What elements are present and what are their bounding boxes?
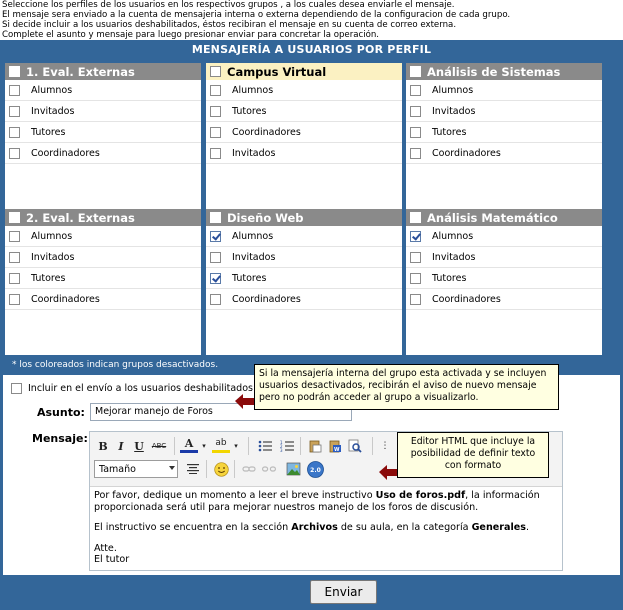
include-disabled-label: Incluir en el envío a los usuarios deshabilitados <box>28 383 253 394</box>
group-box <box>406 63 602 209</box>
profile-label: Alumnos <box>432 84 474 96</box>
profile-label: Tutores <box>432 126 467 138</box>
profile-checkbox[interactable] <box>210 231 221 242</box>
insert-image-icon[interactable] <box>284 460 302 478</box>
toolbar-separator <box>300 437 301 455</box>
paste-word-icon[interactable] <box>326 437 344 455</box>
profile-row[interactable] <box>5 122 201 143</box>
group-header[interactable] <box>206 209 402 226</box>
profile-label: Tutores <box>232 272 267 284</box>
profile-label: Tutores <box>432 272 467 284</box>
group-header[interactable] <box>406 63 602 80</box>
profile-row[interactable] <box>206 247 402 268</box>
group-box <box>5 63 201 209</box>
profile-checkbox[interactable] <box>210 273 221 284</box>
profile-label: Coordinadores <box>232 293 301 305</box>
asunto-label: Asunto: <box>37 406 85 419</box>
profile-label: Coordinadores <box>232 126 301 138</box>
strikethrough-button[interactable]: ABC <box>151 442 167 450</box>
toolbar-separator <box>372 437 373 455</box>
message-text: Por favor, dedique un momento a leer el breve instructivo <box>94 490 376 501</box>
group-select-all-checkbox[interactable] <box>9 212 20 223</box>
profile-label: Alumnos <box>31 84 73 96</box>
profile-checkbox[interactable] <box>210 106 221 117</box>
profile-label: Alumnos <box>232 84 274 96</box>
group-box <box>206 209 402 355</box>
message-paragraph-1 <box>94 490 556 513</box>
chevron-down-icon <box>169 466 175 470</box>
italic-button[interactable]: I <box>118 439 124 453</box>
align-icon[interactable] <box>184 460 202 478</box>
group-header[interactable] <box>406 209 602 226</box>
message-text: El instructivo se encuentra en la sección <box>94 522 292 533</box>
mensaje-label: Mensaje: <box>32 432 88 445</box>
signature-line-2: El tutor <box>94 554 130 565</box>
message-text: de su aula, en la categoría <box>337 522 472 533</box>
toolbar-separator <box>234 460 235 478</box>
profile-checkbox[interactable] <box>9 294 20 305</box>
profile-row[interactable] <box>406 80 602 101</box>
profile-row[interactable] <box>5 289 201 310</box>
deactivated-note: * los coloreados indican grupos desactivados. <box>12 360 219 370</box>
underline-button[interactable]: U <box>134 439 144 453</box>
link-icon[interactable] <box>240 460 258 478</box>
profile-label: Invitados <box>232 251 276 263</box>
profile-checkbox[interactable] <box>9 252 20 263</box>
profile-label: Coordinadores <box>31 147 100 159</box>
group-name: Diseño Web <box>227 210 304 225</box>
svg-text:1: 1 <box>280 440 283 445</box>
tooltip-html-editor: Editor HTML que incluye la posibilidad de definir texto con formato <box>397 432 549 478</box>
profile-checkbox[interactable] <box>9 273 20 284</box>
profile-label: Alumnos <box>432 230 474 242</box>
text-color-dropdown-icon[interactable]: ▾ <box>202 442 206 450</box>
panel-title: MENSAJERÍA A USUARIOS POR PERFIL <box>191 43 432 56</box>
profile-checkbox[interactable] <box>410 127 421 138</box>
intro-text <box>2 0 622 40</box>
send-button[interactable]: Enviar <box>310 580 377 604</box>
font-size-select-value: Tamaño <box>99 463 136 475</box>
paste-icon[interactable] <box>306 437 324 455</box>
tooltip-arrow-2 <box>386 469 397 476</box>
profile-checkbox[interactable] <box>9 148 20 159</box>
profile-row[interactable] <box>206 289 402 310</box>
group-box <box>206 63 402 209</box>
message-body[interactable] <box>94 490 556 566</box>
profile-checkbox[interactable] <box>210 148 221 159</box>
profile-row[interactable] <box>206 143 402 164</box>
numbered-list-icon[interactable] <box>278 437 296 455</box>
profile-row[interactable] <box>206 122 402 143</box>
text-color-button[interactable]: A <box>180 436 198 453</box>
profile-label: Coordinadores <box>31 293 100 305</box>
profile-row[interactable] <box>5 268 201 289</box>
svg-text:W: W <box>334 447 340 453</box>
group-select-all-checkbox[interactable] <box>9 66 20 77</box>
smiley-icon[interactable] <box>212 460 230 478</box>
find-replace-icon[interactable] <box>346 437 364 455</box>
profile-checkbox[interactable] <box>410 85 421 96</box>
group-select-all-checkbox[interactable] <box>210 66 221 77</box>
message-paragraph-2 <box>94 522 556 534</box>
group-name: 1. Eval. Externas <box>26 64 135 79</box>
profile-label: Alumnos <box>232 230 274 242</box>
message-bold-text: Uso de foros.pdf <box>375 490 466 501</box>
profile-row[interactable] <box>206 268 402 289</box>
profile-checkbox[interactable] <box>410 106 421 117</box>
message-text: . <box>526 522 530 533</box>
profile-label: Tutores <box>31 126 66 138</box>
group-select-all-checkbox[interactable] <box>210 212 221 223</box>
group-box <box>5 209 201 355</box>
profile-row[interactable] <box>206 80 402 101</box>
profile-label: Tutores <box>31 272 66 284</box>
profile-label: Alumnos <box>31 230 73 242</box>
profile-row[interactable] <box>406 226 602 247</box>
profile-row[interactable] <box>5 80 201 101</box>
profile-checkbox[interactable] <box>210 252 221 263</box>
group-header[interactable] <box>5 209 201 226</box>
profile-label: Invitados <box>31 105 75 117</box>
highlight-button[interactable]: ab <box>212 436 230 453</box>
group-box <box>406 209 602 355</box>
tooltip-disabled-users: Si la mensajería interna del grupo esta activada y se incluyen usuarios desactivados, recibirán el aviso de nuevo mensaje pero no podrán acceder al grupo a visualizarlo. <box>254 364 559 410</box>
profile-label: Invitados <box>432 105 476 117</box>
profile-row[interactable] <box>406 143 602 164</box>
intro-line-3: Si decide incluir a los usuarios deshabilitados, éstos recibiran el mensaje en su cuenta de correo externa. <box>2 20 457 30</box>
group-name: Análisis Matemático <box>427 210 558 225</box>
profile-row[interactable] <box>406 122 602 143</box>
group-select-all-checkbox[interactable] <box>410 212 421 223</box>
include-disabled-row[interactable] <box>11 383 253 394</box>
profile-row[interactable] <box>5 101 201 122</box>
intro-line-1: Seleccione los perfiles de los usuarios en los respectivos grupos , a los cuales desea enviarle el mensaje. <box>2 0 455 10</box>
profile-checkbox[interactable] <box>9 231 20 242</box>
toolbar-separator <box>174 437 175 455</box>
group-select-all-checkbox[interactable] <box>410 66 421 77</box>
more-options-icon[interactable]: ⋮ <box>380 441 390 451</box>
profile-label: Tutores <box>232 105 267 117</box>
message-bold-text: Generales <box>471 522 526 533</box>
asunto-input[interactable]: Mejorar manejo de Foros <box>90 403 352 421</box>
profile-row[interactable] <box>406 101 602 122</box>
web20-badge-text: 2.0 <box>309 466 321 474</box>
profile-row[interactable] <box>5 226 201 247</box>
group-name: Análisis de Sistemas <box>427 64 561 79</box>
profile-checkbox[interactable] <box>410 148 421 159</box>
profile-checkbox[interactable] <box>210 127 221 138</box>
profile-checkbox[interactable] <box>9 106 20 117</box>
profile-checkbox[interactable] <box>9 85 20 96</box>
profile-row[interactable] <box>406 289 602 310</box>
toolbar-separator <box>206 460 207 478</box>
highlight-dropdown-icon[interactable]: ▾ <box>234 442 238 450</box>
profile-label: Coordinadores <box>432 147 501 159</box>
font-size-select[interactable] <box>94 460 178 478</box>
group-name: Campus Virtual <box>227 64 327 79</box>
profile-checkbox[interactable] <box>9 127 20 138</box>
profile-label: Invitados <box>432 251 476 263</box>
profile-checkbox[interactable] <box>410 252 421 263</box>
profile-label: Coordinadores <box>432 293 501 305</box>
intro-line-4: Complete el asunto y mensaje para luego presionar enviar para concretar la operación. <box>2 30 380 40</box>
tooltip-arrow-1 <box>242 398 254 405</box>
intro-line-2: El mensaje sera enviado a la cuenta de mensajeria interna o externa dependiendo de la configuracion de cada grupo. <box>2 10 511 20</box>
web20-badge-icon[interactable] <box>306 460 324 478</box>
profile-row[interactable] <box>206 101 402 122</box>
svg-text:3: 3 <box>280 448 283 452</box>
message-text: , la información proporcionada será util para mejorar nuestros manejo de los foros de discusión. <box>94 490 540 513</box>
toolbar-separator <box>248 437 249 455</box>
profile-checkbox[interactable] <box>410 231 421 242</box>
unlink-icon[interactable] <box>260 460 278 478</box>
group-name: 2. Eval. Externas <box>26 210 135 225</box>
profile-row[interactable] <box>406 268 602 289</box>
bold-button[interactable]: B <box>98 439 108 453</box>
profile-checkbox[interactable] <box>410 294 421 305</box>
include-disabled-checkbox[interactable] <box>11 383 22 394</box>
profile-row[interactable] <box>206 226 402 247</box>
profile-row[interactable] <box>5 247 201 268</box>
bullet-list-icon[interactable] <box>256 437 274 455</box>
svg-text:2: 2 <box>280 444 283 449</box>
profile-label: Invitados <box>232 147 276 159</box>
profile-checkbox[interactable] <box>210 85 221 96</box>
profile-label: Invitados <box>31 251 75 263</box>
profile-checkbox[interactable] <box>410 273 421 284</box>
signature-line-1: Atte. <box>94 542 117 554</box>
group-header[interactable] <box>206 63 402 80</box>
profile-row[interactable] <box>406 247 602 268</box>
group-header[interactable] <box>5 63 201 80</box>
profile-row[interactable] <box>5 143 201 164</box>
message-bold-text: Archivos <box>291 522 338 533</box>
profile-checkbox[interactable] <box>210 294 221 305</box>
